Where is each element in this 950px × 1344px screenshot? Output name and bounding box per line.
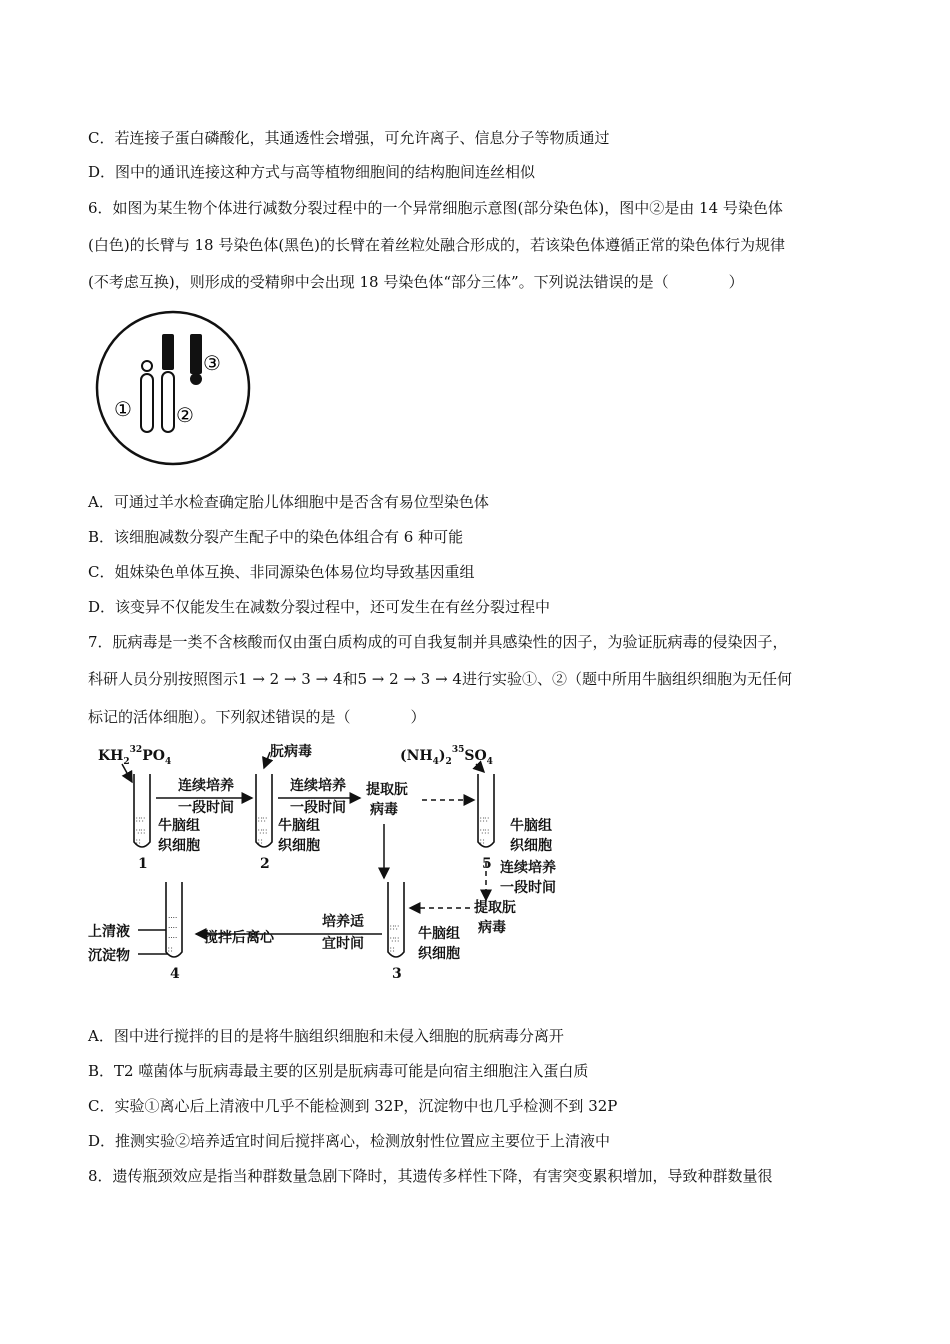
tube-number-4: 4	[170, 966, 180, 982]
question-8-line1: 8．遗传瓶颈效应是指当种群数量急剧下降时，其遗传多样性下降，有害突变累积增加，导致种群数量很	[88, 1167, 773, 1185]
question-6-line3: (不考虑互换)，则形成的受精卵中会出现 18 号染色体“部分三体”。下列说法错误的是（ ）	[88, 273, 744, 291]
label-step1-b: 一段时间	[178, 800, 234, 816]
tube-3-cells: ∷∵	[390, 924, 399, 932]
tube-4-supernatant: ‥‥	[168, 912, 178, 920]
label-cells2-b: 织细胞	[278, 838, 320, 854]
question-6-line1: 6．如图为某生物个体进行减数分裂过程中的一个异常细胞示意图(部分染色体)，图中②是由 14 号染色体	[88, 199, 783, 217]
tube-1-cells: ∷∵	[136, 816, 145, 824]
option-7a: A．图中进行搅拌的目的是将牛脑组织细胞和未侵入细胞的朊病毒分离开	[88, 1027, 564, 1045]
option-7c: C．实验①离心后上清液中几乎不能检测到 32P，沉淀物中也几乎检测不到 32P	[88, 1097, 618, 1115]
test-tube-1	[134, 774, 150, 847]
tube-2-cells: ∷∵	[258, 816, 267, 824]
reagent-kh2po4: $KH_2^{32}PO_4$	[98, 745, 172, 767]
label-sediment: 沉淀物	[88, 948, 130, 964]
svg-text:∵∷: ∵∷	[136, 828, 145, 836]
label-cells3-a: 牛脑组	[418, 926, 460, 942]
tube-5-cells: ∷∵	[480, 816, 489, 824]
label-supernatant: 上清液	[88, 924, 130, 940]
tube-number-1: 1	[138, 856, 148, 872]
label-step2-b: 一段时间	[290, 800, 346, 816]
svg-text:∷: ∷	[258, 838, 263, 846]
test-tube-2	[256, 774, 272, 847]
svg-text:∵∷: ∵∷	[258, 828, 267, 836]
option-6d-prev: D．图中的通讯连接这种方式与高等植物细胞间的结构胞间连丝相似	[88, 163, 536, 181]
label-step5-a: 连续培养	[500, 860, 556, 876]
chromosome-2-black-arm	[162, 334, 174, 370]
svg-text:∷: ∷	[480, 838, 485, 846]
label-cells5-a: 牛脑组	[510, 818, 552, 834]
question-7-line3: 标记的活体细胞）。下列叙述错误的是（ ）	[88, 708, 426, 726]
chromosome-2-white-arm	[162, 372, 174, 432]
question-7-line1: 7．朊病毒是一类不含核酸而仅由蛋白质构成的可自我复制并具感染性的因子，为验证朊病毒的侵染因子，	[88, 633, 788, 651]
prion-experiment-figure	[86, 738, 566, 990]
chromosome-1-centromere	[142, 361, 152, 371]
option-7b: B．T2 噬菌体与朊病毒最主要的区别是朊病毒可能是向宿主细胞注入蛋白质	[88, 1062, 589, 1080]
test-tube-5	[478, 774, 494, 847]
option-6d: D．该变异不仅能发生在减数分裂过程中，还可发生在有丝分裂过程中	[88, 598, 551, 616]
label-prion-top: 朊病毒	[270, 744, 312, 760]
label-cells2-a: 牛脑组	[278, 818, 320, 834]
label-chromosome-3: ③	[203, 351, 221, 375]
option-7d: D．推测实验②培养适宜时间后搅拌离心，检测放射性位置应主要位于上清液中	[88, 1132, 611, 1150]
label-cells3-b: 织细胞	[418, 946, 460, 962]
option-6c: C．姐妹染色单体互换、非同源染色体易位均导致基因重组	[88, 563, 475, 581]
label-extract1-a: 提取朊	[366, 782, 408, 798]
arrow-prion-2	[264, 752, 270, 768]
label-cells5-b: 织细胞	[510, 838, 552, 854]
label-chromosome-2: ②	[176, 403, 194, 427]
option-6b: B．该细胞减数分裂产生配子中的染色体组合有 6 种可能	[88, 528, 464, 546]
label-extract1-b: 病毒	[370, 802, 398, 818]
label-cells1-b: 织细胞	[158, 838, 200, 854]
svg-text:∵∷: ∵∷	[390, 936, 399, 944]
label-step5-b: 一段时间	[500, 880, 556, 896]
chromosome-3-arm	[190, 334, 202, 374]
svg-text:∵∷: ∵∷	[480, 828, 489, 836]
label-step1-a: 连续培养	[178, 778, 234, 794]
svg-text:‥‥: ‥‥	[168, 932, 178, 940]
label-extract2-a: 提取朊	[474, 900, 516, 916]
tube-number-5: 5	[482, 856, 492, 872]
reagent-nh4so4: $(NH_4)_2^{35}SO_4$	[400, 745, 493, 767]
label-cells1-a: 牛脑组	[158, 818, 200, 834]
arrow-reagent-5	[476, 764, 484, 772]
svg-text:‥‥: ‥‥	[168, 922, 178, 930]
label-centrifuge: 搅拌后离心	[204, 930, 274, 946]
svg-text:∷: ∷	[136, 838, 141, 846]
label-culture-b: 宜时间	[322, 936, 364, 952]
question-7-line2: 科研人员分别按照图示1 → 2 → 3 → 4和5 → 2 → 3 → 4进行实验①、②（题中所用牛脑组织细胞为无任何	[88, 670, 792, 688]
label-step2-a: 连续培养	[290, 778, 346, 794]
chromosome-cell-figure	[92, 308, 254, 468]
option-6c-prev: C．若连接子蛋白磷酸化，其通透性会增强，可允许离子、信息分子等物质通过	[88, 129, 610, 147]
tube-number-3: 3	[392, 966, 402, 982]
label-extract2-b: 病毒	[478, 920, 506, 936]
chromosome-1-arm	[141, 374, 153, 432]
question-6-line2: (白色)的长臂与 18 号染色体(黑色)的长臂在着丝粒处融合形成的，若该染色体遵循正常的染色体行为规律	[88, 236, 786, 254]
option-6a: A．可通过羊水检查确定胎儿体细胞中是否含有易位型染色体	[88, 493, 489, 511]
label-culture-a: 培养适	[322, 914, 364, 930]
tube-number-2: 2	[260, 856, 270, 872]
tube-4-sediment: ∷	[168, 946, 173, 954]
svg-text:∷: ∷	[390, 946, 395, 954]
chromosome-3-centromere	[190, 373, 202, 385]
label-chromosome-1: ①	[114, 397, 132, 421]
